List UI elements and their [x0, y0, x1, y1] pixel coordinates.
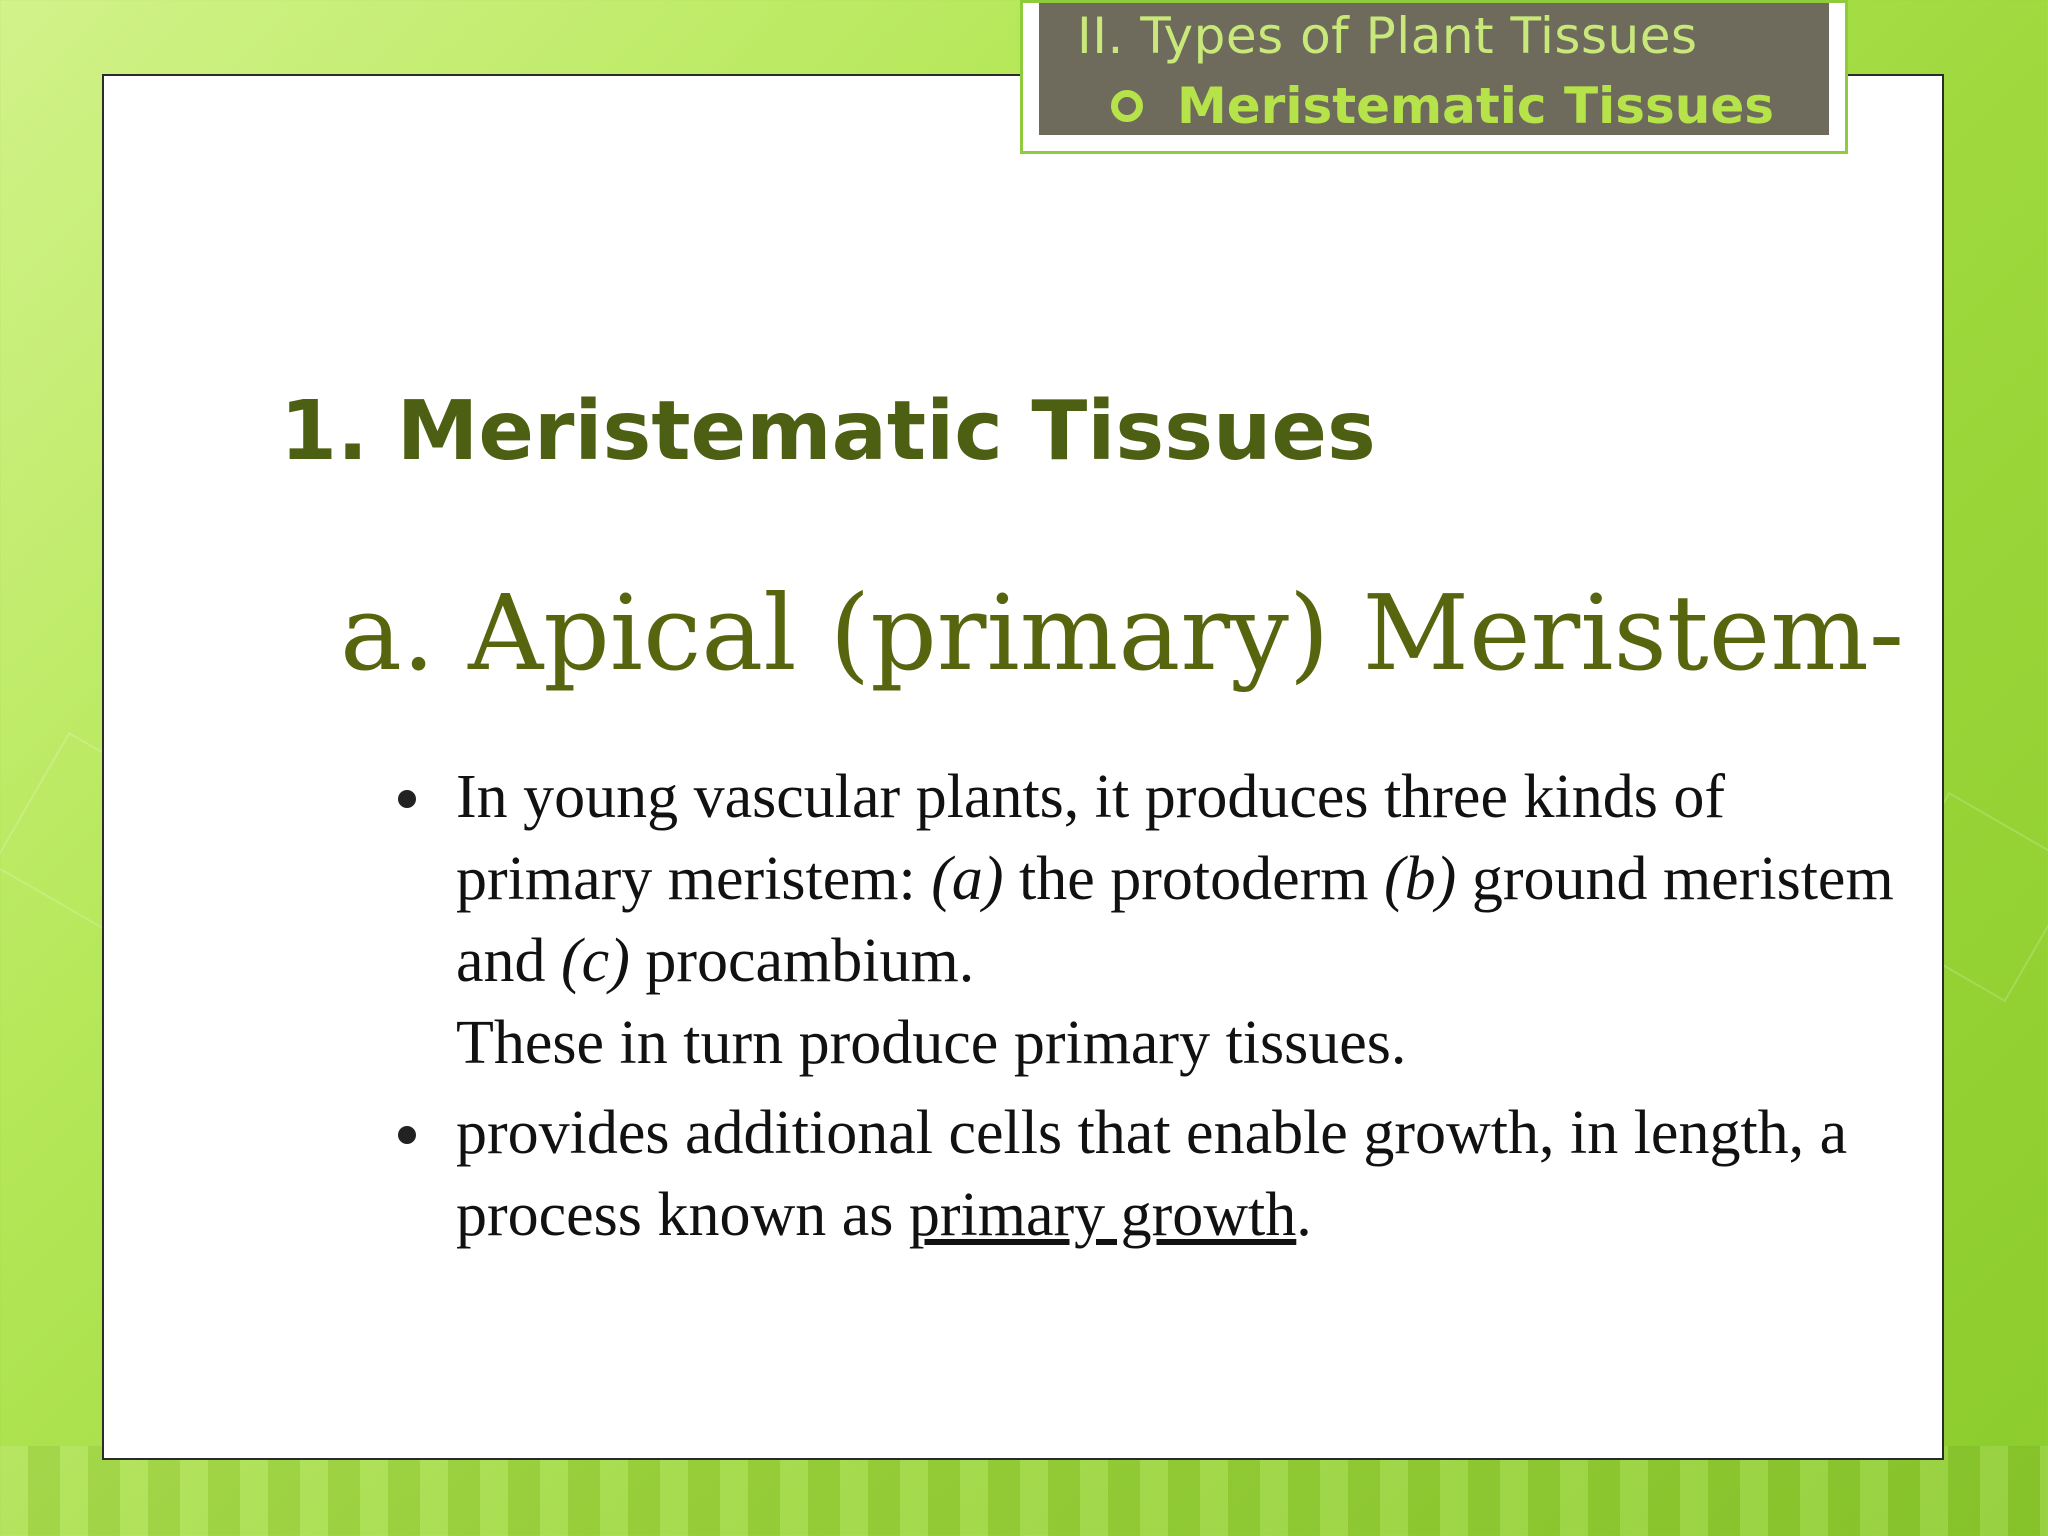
- bullet-dot-icon: [398, 790, 416, 808]
- bullet-marker-a: (a): [931, 845, 1004, 913]
- bullet-item: [394, 756, 1914, 1084]
- bullet-list: [394, 756, 1914, 1264]
- bullet-text: .: [1296, 1181, 1312, 1249]
- bullet-text: ground meristem and: [456, 845, 1894, 995]
- bullet-dot-icon: [398, 1126, 416, 1144]
- section-header-title: II. Types of Plant Tissues: [1077, 7, 1698, 65]
- bullet-text: the protoderm: [1003, 845, 1385, 913]
- bullet-text: procambium.: [629, 927, 975, 995]
- section-header-subtitle-row: [1111, 77, 1774, 135]
- slide-content: [102, 74, 1944, 1460]
- ring-bullet-icon: [1111, 90, 1143, 122]
- bullet-text: In young vascular plants, it produces three kinds of primary meristem:: [456, 763, 1725, 913]
- section-header-box: [1020, 0, 1848, 154]
- bullet-marker-c: (c): [561, 927, 630, 995]
- bullet-marker-b: (b): [1384, 845, 1457, 913]
- section-header-subtitle: Meristematic Tissues: [1177, 77, 1774, 135]
- slide-title: 1. Meristematic Tissues: [280, 384, 1376, 479]
- section-header-inner: [1039, 3, 1829, 135]
- bullet-text: provides additional cells that enable growth, in length, a process known as: [456, 1099, 1848, 1249]
- bullet-text-line2: These in turn produce primary tissues.: [456, 1009, 1407, 1077]
- underlined-term: primary growth: [908, 1181, 1297, 1249]
- bullet-item: [394, 1092, 1914, 1256]
- slide-subtitle: a. Apical (primary) Meristem-: [340, 572, 1904, 694]
